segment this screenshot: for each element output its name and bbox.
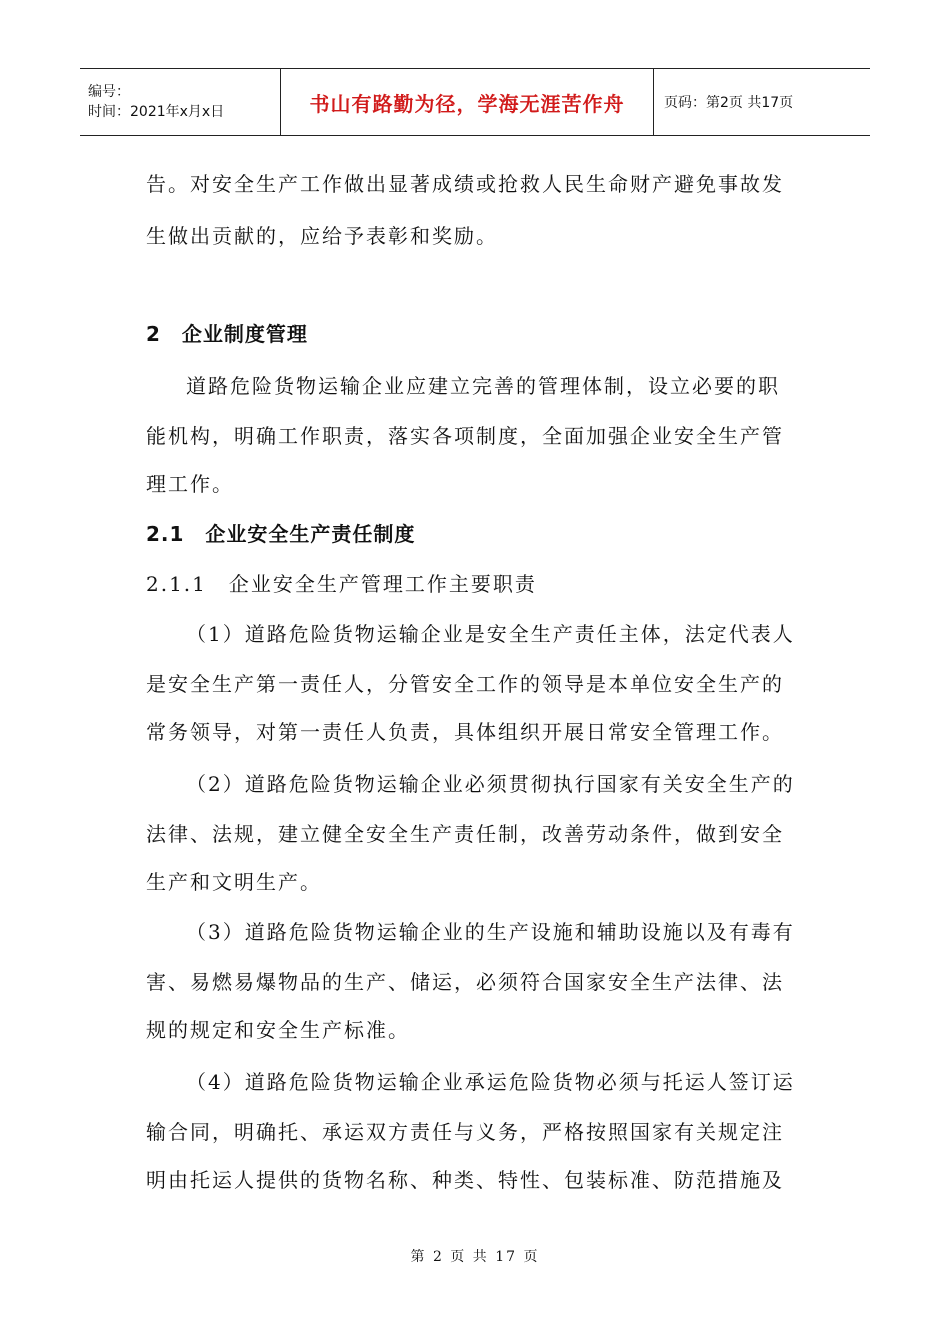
- body-line: （4）道路危险货物运输企业承运危险货物必须与托运人签订运: [186, 1070, 795, 1094]
- body-line: （1）道路危险货物运输企业是安全生产责任主体，法定代表人: [186, 622, 795, 646]
- body-line: （2）道路危险货物运输企业必须贯彻执行国家有关安全生产的: [186, 772, 795, 796]
- header-number: 编号：: [88, 84, 130, 100]
- body-line: 常务领导，对第一责任人负责，具体组织开展日常安全管理工作。: [146, 720, 784, 744]
- body-line: 规的规定和安全生产标准。: [146, 1018, 410, 1042]
- header-page-info: 页码：第2页 共17页: [664, 95, 794, 111]
- body-line: 是安全生产第一责任人，分管安全工作的领导是本单位安全生产的: [146, 672, 784, 696]
- header-motto: 书山有路勤为径，学海无涯苦作舟: [309, 91, 625, 116]
- subsection-heading-2-1-1: 2.1.1 企业安全生产管理工作主要职责: [146, 572, 537, 596]
- header-meta: [80, 69, 280, 135]
- body-line: 能机构，明确工作职责，落实各项制度，全面加强企业安全生产管: [146, 424, 784, 448]
- body-line: 输合同，明确托、承运双方责任与义务，严格按照国家有关规定注: [146, 1120, 784, 1144]
- body-line: 理工作。: [146, 472, 234, 496]
- body-line: 生做出贡献的，应给予表彰和奖励。: [146, 224, 498, 248]
- header-motto-cell: [280, 69, 654, 135]
- body-line: 法律、法规，建立健全安全生产责任制，改善劳动条件，做到安全: [146, 822, 784, 846]
- page-footer: 第 2 页 共 17 页: [410, 1249, 540, 1265]
- section-heading-2-1: 2.1 企业安全生产责任制度: [146, 522, 416, 546]
- body-line: （3）道路危险货物运输企业的生产设施和辅助设施以及有毒有: [186, 920, 795, 944]
- body-line: 道路危险货物运输企业应建立完善的管理体制，设立必要的职: [186, 374, 780, 398]
- body-line: 告。对安全生产工作做出显著成绩或抢救人民生命财产避免事故发: [146, 172, 784, 196]
- body-line: 生产和文明生产。: [146, 870, 322, 894]
- body-line: 害、易燃易爆物品的生产、储运，必须符合国家安全生产法律、法: [146, 970, 784, 994]
- page-header: [80, 68, 870, 136]
- section-heading-2: 2 企业制度管理: [146, 322, 308, 346]
- header-time: 时间：2021年x月x日: [88, 104, 225, 120]
- body-line: 明由托运人提供的货物名称、种类、特性、包装标准、防范措施及: [146, 1168, 784, 1192]
